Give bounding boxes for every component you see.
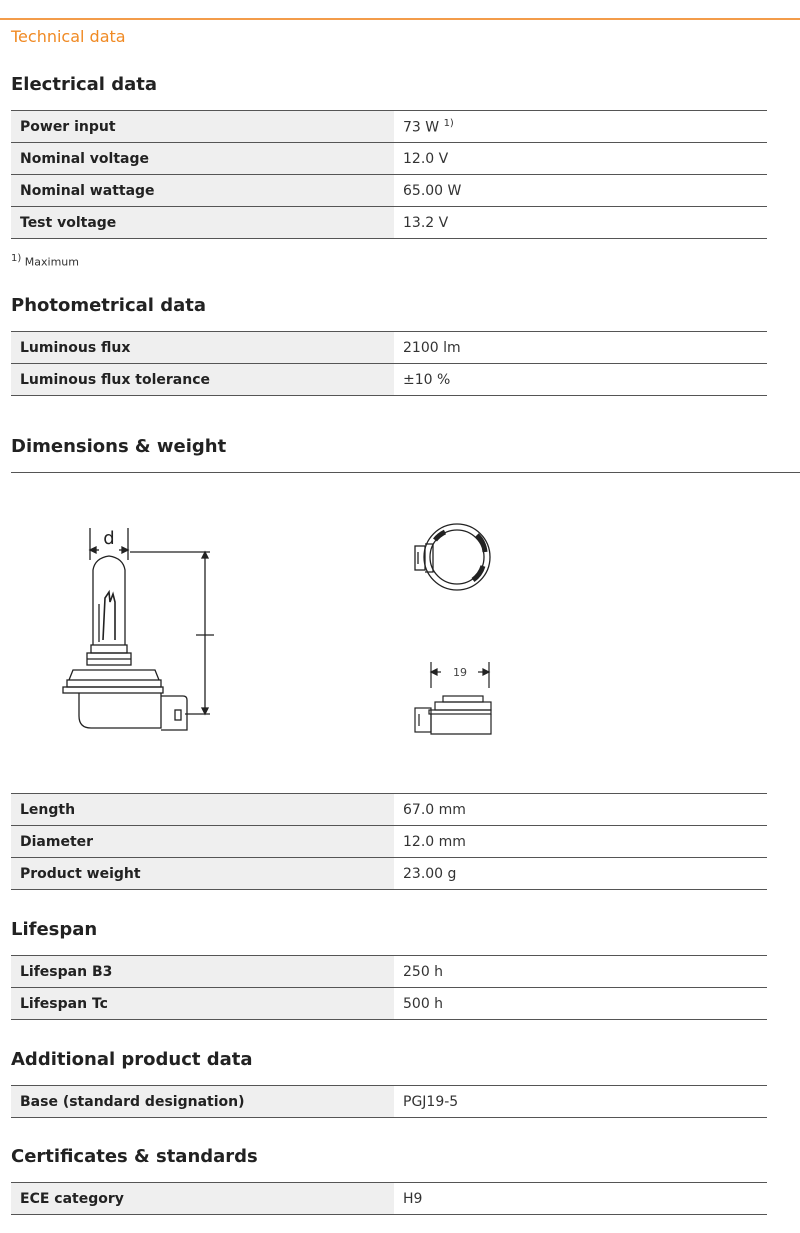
row-value: 12.0 V [394, 143, 767, 175]
table-row [11, 175, 767, 207]
row-value: 2100 lm [394, 332, 767, 364]
footnote-ref: 1) [443, 117, 454, 129]
row-value: 250 h [394, 956, 767, 988]
row-label: Luminous flux tolerance [11, 364, 394, 396]
row-value: 500 h [394, 988, 767, 1020]
table-row [11, 826, 767, 858]
table-row [11, 858, 767, 890]
row-label: Lifespan B3 [11, 956, 394, 988]
table-row [11, 956, 767, 988]
diameter-label: d [103, 528, 115, 549]
power-input-value: 73 W [403, 119, 440, 136]
table-row [11, 207, 767, 239]
header-accent-line [0, 18, 800, 20]
section-title-lifespan: Lifespan [11, 919, 98, 940]
table-row [11, 332, 767, 364]
bulb-front-drawing [405, 660, 500, 740]
row-value: 67.0 mm [394, 794, 767, 826]
table-row [11, 143, 767, 175]
page-title: Technical data [11, 27, 126, 46]
certificates-table [11, 1182, 767, 1215]
row-label: Test voltage [11, 207, 394, 239]
section-title-additional: Additional product data [11, 1049, 253, 1070]
row-label: Base (standard designation) [11, 1086, 394, 1118]
width-label: 19 [453, 666, 467, 679]
row-value: 12.0 mm [394, 826, 767, 858]
footnote-text: Maximum [24, 255, 79, 269]
bulb-side-drawing [55, 520, 235, 745]
row-label: Length [11, 794, 394, 826]
row-value: 23.00 g [394, 858, 767, 890]
section-title-electrical: Electrical data [11, 74, 158, 95]
footnote-mark: 1) [11, 253, 22, 264]
table-row [11, 988, 767, 1020]
row-label: Luminous flux [11, 332, 394, 364]
row-value: 13.2 V [394, 207, 767, 239]
section-title-certificates: Certificates & standards [11, 1146, 258, 1167]
row-label: Nominal wattage [11, 175, 394, 207]
dimensions-table [11, 793, 767, 890]
row-label: Power input [11, 111, 394, 143]
section-title-dimensions: Dimensions & weight [11, 436, 227, 457]
row-value: H9 [394, 1183, 767, 1215]
lifespan-table [11, 955, 767, 1020]
table-row [11, 364, 767, 396]
row-label: Diameter [11, 826, 394, 858]
row-value [394, 111, 767, 143]
section-divider [11, 472, 800, 473]
electrical-table [11, 110, 767, 239]
section-title-photometrical: Photometrical data [11, 295, 206, 316]
table-row [11, 111, 767, 143]
footnote [11, 253, 79, 269]
bulb-top-view-drawing [405, 522, 500, 592]
row-label: Product weight [11, 858, 394, 890]
row-value: 65.00 W [394, 175, 767, 207]
row-label: Nominal voltage [11, 143, 394, 175]
row-value: PGJ19-5 [394, 1086, 767, 1118]
row-label: Lifespan Tc [11, 988, 394, 1020]
row-label: ECE category [11, 1183, 394, 1215]
additional-table [11, 1085, 767, 1118]
row-value: ±10 % [394, 364, 767, 396]
table-row [11, 794, 767, 826]
table-row [11, 1183, 767, 1215]
table-row [11, 1086, 767, 1118]
photometrical-table [11, 331, 767, 396]
